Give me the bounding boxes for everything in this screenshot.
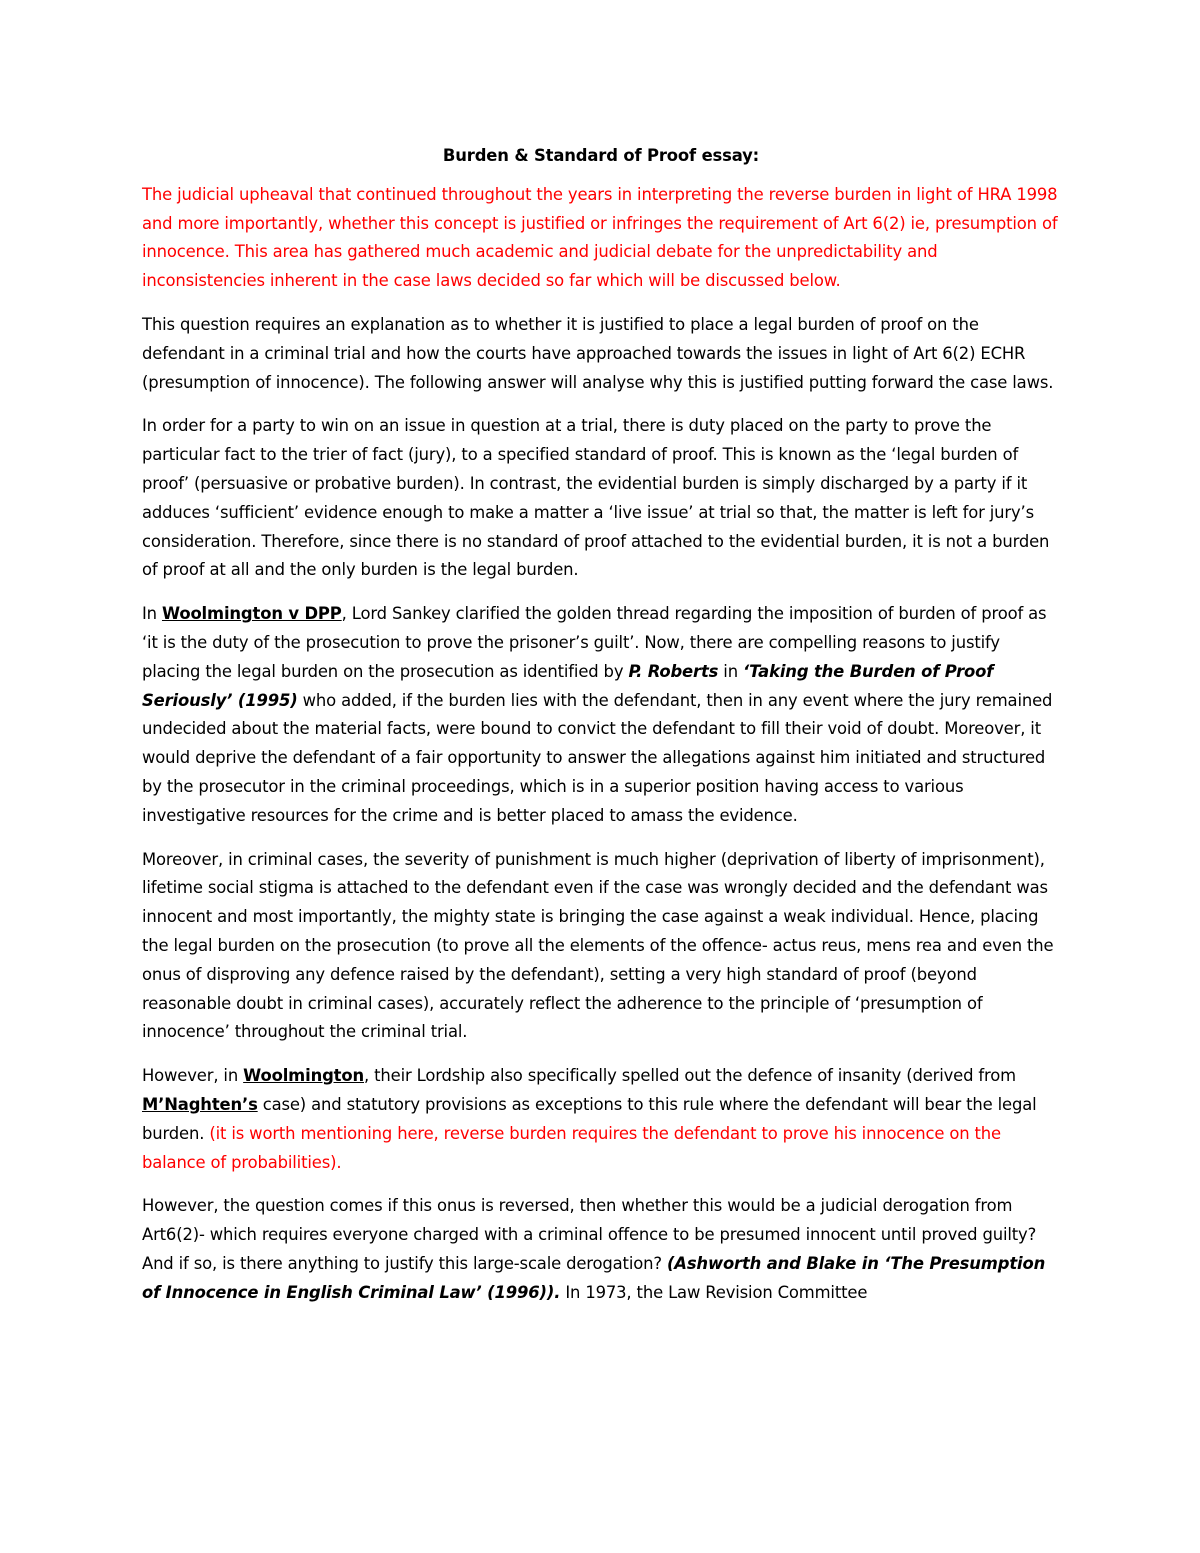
case-name-woolmington-v-dpp: Woolmington v DPP: [161, 604, 342, 624]
red-note: (it is worth mentioning here, reverse burden requires the defendant to prove his innocence on the balance of probabilities).: [142, 1123, 1001, 1172]
severity-paragraph: Moreover, in criminal cases, the severity of punishment is much higher (deprivation of liberty of imprisonment), lifetime social stigma is attached to the defendant even if the case was wrongly decided and the defendant was innocent and most importantly, the mighty state is bringing the case against a weak individual. Hence, placing the legal burden on the prosecution (to prove all the elements of the offence- actus reus, mens rea and even the onus of disproving any defence raised by the defendant), setting a very high standard of proof (beyond reasonable doubt in criminal cases), accurately reflect the adherence to the principle of ‘presumption of innocence’ throughout the criminal trial.: [142, 849, 1054, 1042]
text-run: who added, if the burden lies with the defendant, then in any event where the jury remained undecided about the material facts, were bound to convict the defendant to fill their void of doubt. Moreover, it would deprive the defendant of a fair opportunity to answer the allegations against him initiated and structured by the prosecutor in the criminal proceedings, which is in a superior position having access to various investigative resources for the crime and is better placed to amass the evidence.: [142, 690, 1053, 825]
text-run: In: [142, 604, 162, 624]
case-name-mnaghten: M’Naghten’s: [142, 1094, 258, 1114]
exceptions-paragraph: [142, 1062, 1060, 1177]
case-name-woolmington: Woolmington: [243, 1066, 364, 1086]
text-run: However, in: [142, 1066, 244, 1086]
woolmington-paragraph: [142, 600, 1060, 830]
derogation-paragraph: [142, 1192, 1060, 1307]
work-title: ‘Taking the Burden of Proof Seriously’ (1995): [142, 661, 994, 710]
text-run: in: [718, 661, 744, 681]
intro-paragraph: The judicial upheaval that continued throughout the years in interpreting the reverse burden in light of HRA 1998 and more importantly, whether this concept is justified or infringes the requirement of Art 6(2) ie, presumption of innocence. This area has gathered much academic and judicial debate for the unpredictability and inconsistencies inherent in the case laws decided so far which will be discussed below.: [142, 184, 1058, 291]
text-run: , their Lordship also specifically spelled out the defence of insanity (derived from: [364, 1066, 1016, 1086]
question-paragraph: This question requires an explanation as to whether it is justified to place a legal burden of proof on the defendant in a criminal trial and how the courts have approached towards the issues in light of Art 6(2) ECHR (presumption of innocence). The following answer will analyse why this is justified putting forward the case laws.: [142, 314, 1054, 392]
author-name: P. Roberts: [628, 661, 719, 681]
citation: (Ashworth and Blake in ‘The Presumption of Innocence in English Criminal Law’ (1996)).: [142, 1253, 1046, 1302]
text-run: , Lord Sankey clarified the golden thread regarding the imposition of burden of proof as ‘it is the duty of the prosecution to prove the prisoner’s guilt’. Now, there are compelling reasons to justify placing the legal burden on the prosecution as identified by: [142, 604, 1047, 681]
text-run: In 1973, the Law Revision Committee: [560, 1282, 868, 1302]
text-run: case) and statutory provisions as exceptions to this rule where the defendant will bear the legal burden.: [142, 1094, 1037, 1143]
document-title: Burden & Standard of Proof essay:: [442, 146, 760, 165]
legal-burden-paragraph: In order for a party to win on an issue in question at a trial, there is duty placed on the party to prove the particular fact to the trier of fact (jury), to a specified standard of proof. This is known as the ‘legal burden of proof’ (persuasive or probative burden). In contrast, the evidential burden is simply discharged by a party if it adduces ‘sufficient’ evidence enough to make a matter a ‘live issue’ at trial so that, the matter is left for jury’s consideration. Therefore, since there is no standard of proof attached to the evidential burden, it is not a burden of proof at all and the only burden is the legal burden.: [142, 416, 1050, 580]
text-run: However, the question comes if this onus is reversed, then whether this would be a judicial derogation from Art6(2)- which requires everyone charged with a criminal offence to be presumed innocent until proved guilty? And if so, is there anything to justify this large-scale derogation?: [142, 1196, 1037, 1273]
